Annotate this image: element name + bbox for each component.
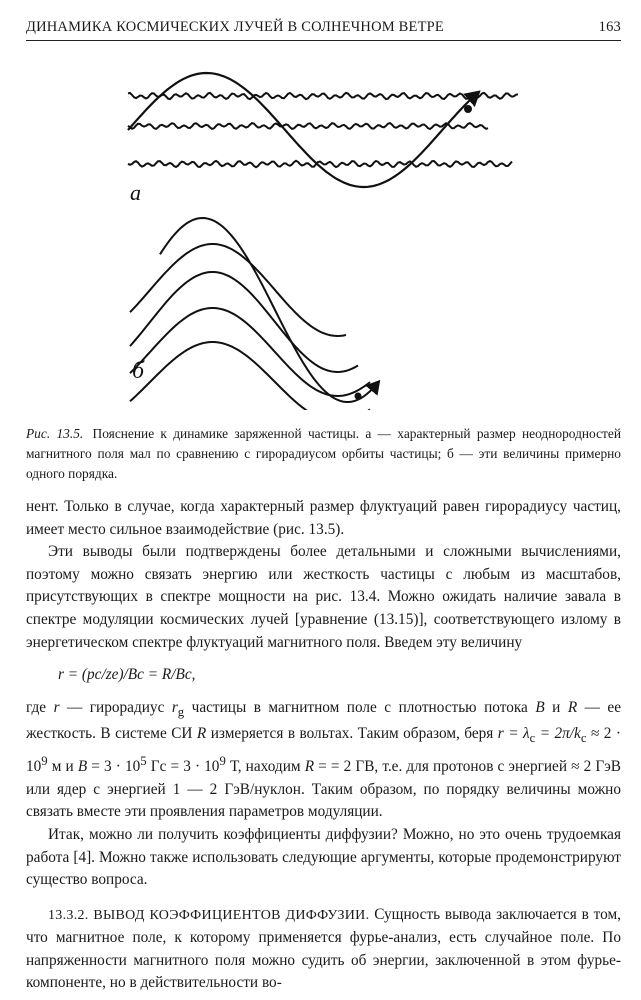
paragraph-2: Эти выводы были подтверждены более детальными и сложными вычислениями, поэтому можно связать энергию или жесткость частицы с любым из масштабов, присутствующих в спектре мощности на рис. 13.4. Можно ожидать наличие завала в спектре модуляции космических лучей [уравнение (13.15)], соответствующего излому в энергетическом спектре флуктуаций магнитного поля. Введем эту величину	[26, 543, 621, 651]
figure-caption	[26, 424, 621, 484]
panel-b-label: б	[132, 358, 145, 384]
wave-line-3	[130, 308, 370, 396]
panel-a-graphic	[128, 73, 518, 187]
caption-text: Пояснение к динамике заряженной частицы. а — характерный размер неоднородностей магнитного поля мал по сравнению с гирорадиусом орбиты частицы; б — эти величины примерно одного порядка.	[26, 426, 621, 481]
page-header	[26, 16, 621, 41]
figure-13-5	[110, 60, 530, 410]
particle-orbit-a	[128, 73, 479, 187]
gyroradius-formula: r = (pc/ze)/Bc = R/Bc,	[58, 666, 196, 684]
particle-b-dot	[355, 393, 362, 400]
page-number: 163	[598, 19, 621, 35]
paragraph-1: нент. Только в случае, когда характерный размер флуктуаций равен гирорадиусу частиц, имеет место сильное взаимодействие (рис. 13.5).	[26, 498, 621, 538]
panel-b-graphic	[130, 218, 379, 410]
field-line-top	[128, 93, 518, 99]
wave-line-4	[130, 342, 370, 410]
running-title: ДИНАМИКА КОСМИЧЕСКИХ ЛУЧЕЙ В СОЛНЕЧНОМ ВЕТРЕ	[26, 19, 444, 35]
body-text	[26, 496, 621, 995]
panel-a-label: а	[130, 180, 141, 205]
section-heading: 13.3.2. ВЫВОД КОЭФФИЦИЕНТОВ ДИФФУЗИИ.	[48, 907, 370, 923]
section-text: Сущность вывода заключается в том, что магнитное поле, к которому применяется фурье-анализ, есть случайное поле. По напряженности магнитного поля можно судить об энергии, заключенной в этом фурье-компоненте, но в действительности во-	[26, 905, 622, 992]
section-13-3-2	[26, 904, 621, 995]
paragraph-3: где r — гирорадиус $r_g$ частицы в магнитном поле с плотностью потока B и R — ее жесткость. В системе СИ R измеряется в вольтах. Таким образом, беря $r = \lambda_c = 2\pi/k_c \approx 2 \cdot 10^9$ м и $B = 3 \cdot 10^5$ Гс = $3 \cdot 10^9$ Т, находим R = = 2 ГВ, т.е. для протонов с энергией ≈ 2 ГэВ или ядер с энергией 1 — 2 ГэВ/нуклон. Таким образом, по порядку величины можно связать вместе эти проявления параметров модуляции.	[26, 698, 621, 821]
particle-orbit-b	[160, 218, 379, 402]
particle-a-dot	[464, 105, 472, 113]
field-line-middle	[128, 123, 488, 129]
caption-label: Рис. 13.5.	[26, 426, 84, 441]
wave-line-1	[130, 244, 346, 336]
paragraph-4: Итак, можно ли получить коэффициенты диффузии? Можно, но это очень трудоемкая работа [4]. Можно также использовать следующие аргументы, которые продемонстрируют существо вопроса.	[26, 825, 621, 889]
